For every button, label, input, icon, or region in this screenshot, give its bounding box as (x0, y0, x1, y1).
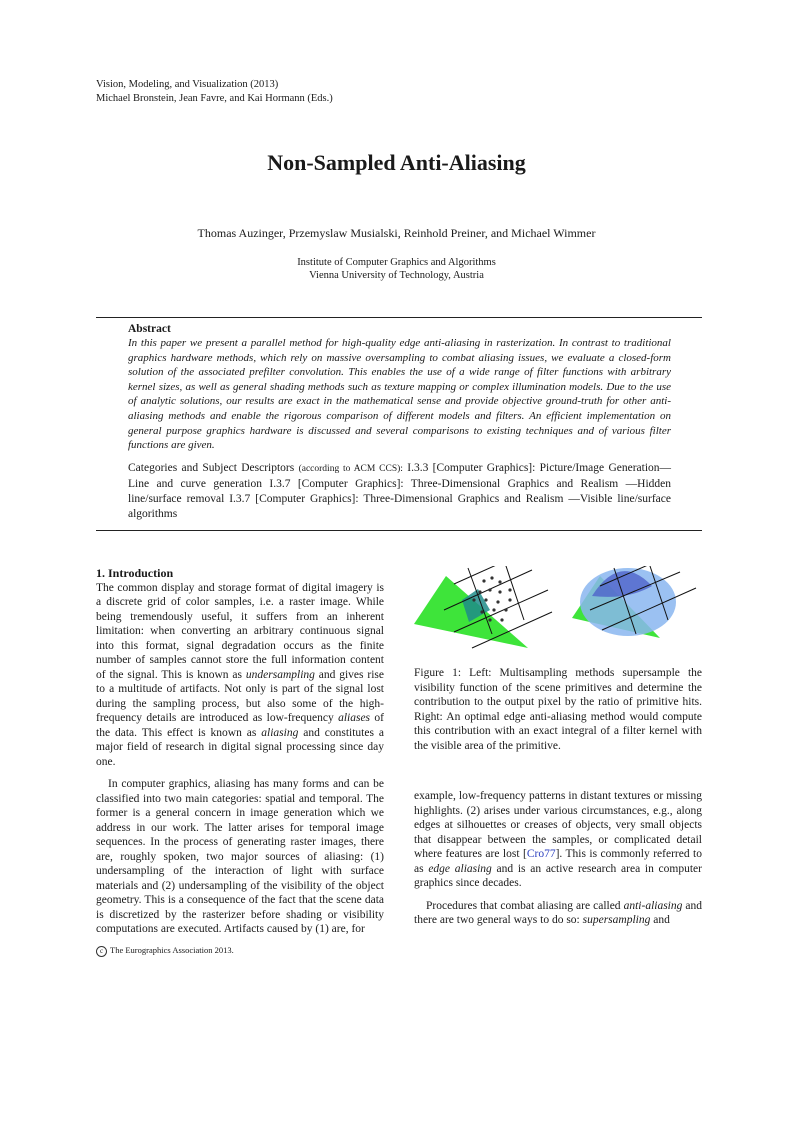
ccs-text: I.3.3 [Computer Graphics]: Picture/Image Generation—Line and curve generation I.3.7 [Computer Graphics]: Three-Dimensional Graphics and Realism —Hidden line/surface removal I.3.7 [Computer Graphics]: Three-Dimensional Graphics and Realism —Visible line/surface algorithms (128, 461, 672, 520)
intro-p1-text-b: and gives rise to a multitude of artifacts. Not only is part of the signal lost during the sampling process, but also some of the high-frequency details are introduced as low-frequency (96, 668, 384, 724)
intro-paragraph-1 (96, 581, 384, 770)
right-p2-text-a: Procedures that combat aliasing are called (426, 899, 624, 912)
intro-p1-text-d: and constitutes a major field of research in digital signal processing since day one. (96, 726, 384, 768)
right-paragraph-1 (414, 789, 702, 891)
abstract-bottom-rule (96, 530, 702, 531)
copyright-icon: c (96, 946, 107, 957)
right-p1-text-c: and is an active research area in computer graphics since decades. (414, 862, 702, 889)
right-p2-text-b: and there are two general ways to do so: (414, 899, 703, 926)
ccs-note: (according to ACM CCS): (298, 463, 403, 474)
affiliation (0, 256, 793, 282)
multisampling-diagram (414, 566, 552, 648)
abstract-heading: Abstract (128, 323, 171, 335)
intro-p1-text-c: of the data. This effect is known as (96, 712, 384, 739)
right-p2-emph-anti-aliasing: anti-aliasing (623, 899, 683, 912)
right-p1-emph-edge-aliasing: edge aliasing (428, 862, 492, 875)
author-list: Thomas Auzinger, Przemyslaw Musialski, Reinhold Preiner, and Michael Wimmer (197, 226, 596, 240)
right-p2-text-c: and (650, 914, 670, 926)
figure-1-caption: Figure 1: Left: Multisampling methods supersample the visibility function of the scene primitives and determine the contribution to the output pixel by the ratio of primitive hits. Right: An optimal edge anti-aliasing method would compute this contribution with an exact integral of a filter kernel with the visible area of the primitive. (414, 667, 702, 752)
abstract-body: In this paper we present a parallel method for high-quality edge anti-aliasing in rasterization. In contrast to traditional graphics hardware methods, which rely on massive oversampling to combat aliasing issues, we evaluate a closed-form solution of the associated prefilter convolution. This enables the use of a wide range of filter functions with arbitrary kernel sizes, as well as general shading methods such as texture mapping or complex illumination models. Due to the use of analytic solutions, our results are exact in the mathematical sense and provide objective ground-truth for other anti-aliasing methods and enable the rigorous comparison of different models and filters. An efficient implementation on general purpose graphics hardware is discussed and several comparisons to existing techniques and of various filter functions are given. (128, 337, 671, 452)
section-heading-introduction: 1. Introduction (96, 566, 174, 580)
copyright-text: The Eurographics Association 2013. (110, 945, 234, 955)
intro-p1-emph-aliases: aliases (338, 712, 371, 724)
abstract-top-rule (96, 317, 702, 318)
intro-p1-text-a: The common display and storage format of digital imagery is a discrete grid of color samples, i.e. a raster image. While being tremendously useful, it suffers from an inherent limitation: when converting an arbitrary continuous signal into this format, signal degradation occurs as the finite number of samples cannot store the full information content of the signal. This is known as (96, 581, 384, 681)
ccs-categories (128, 461, 671, 522)
intro-p1-emph-undersampling: undersampling (245, 668, 315, 681)
figure-1-illustration (414, 566, 702, 662)
header-venue: Vision, Modeling, and Visualization (2013) (96, 79, 279, 90)
right-p1-text-b: ]. This is commonly referred to as (414, 848, 702, 875)
conference-header (96, 78, 333, 106)
right-paragraph-2 (414, 899, 702, 928)
ccs-label: Categories and Subject Descriptors (128, 461, 295, 474)
intro-paragraph-2: In computer graphics, aliasing has many forms and can be classified into two main categories: spatial and temporal. The former is a general concern in image generation which we address in our work. The latter arises for temporal image sequences. In the process of generating raster images, there are, roughly spoken, two major sources of aliasing: (1) undersampling of the interaction of light with surface materials and (2) undersampling of the visibility of the object geometry. This is a consequence of the fact that the scene data is discretized by the rasterizer before shading or visibility computations are executed. Artifacts caused by (1) are, for (96, 778, 384, 935)
citation-link[interactable]: Cro77 (526, 848, 556, 860)
copyright-footer (96, 945, 234, 957)
left-column (96, 566, 384, 937)
header-editors: Michael Bronstein, Jean Favre, and Kai Hormann (Eds.) (96, 93, 333, 104)
figure-1 (414, 566, 702, 662)
intro-p1-emph-aliasing: aliasing (261, 726, 299, 739)
affiliation-university: Vienna University of Technology, Austria (309, 270, 484, 281)
right-p2-emph-supersampling: supersampling (582, 914, 651, 926)
analytic-filter-diagram (572, 566, 696, 638)
abstract-block (128, 323, 671, 522)
right-p1-text-a: example, low-frequency patterns in distant textures or missing highlights. (2) arises under various circumstances, e.g., along edges at silhouettes or creases of objects, very small objects that disappear between the samples, or complicated detail where features are lost [ (414, 790, 702, 860)
paper-title: Non-Sampled Anti-Aliasing (267, 150, 526, 175)
right-column (414, 789, 702, 928)
affiliation-institute: Institute of Computer Graphics and Algorithms (297, 257, 496, 268)
